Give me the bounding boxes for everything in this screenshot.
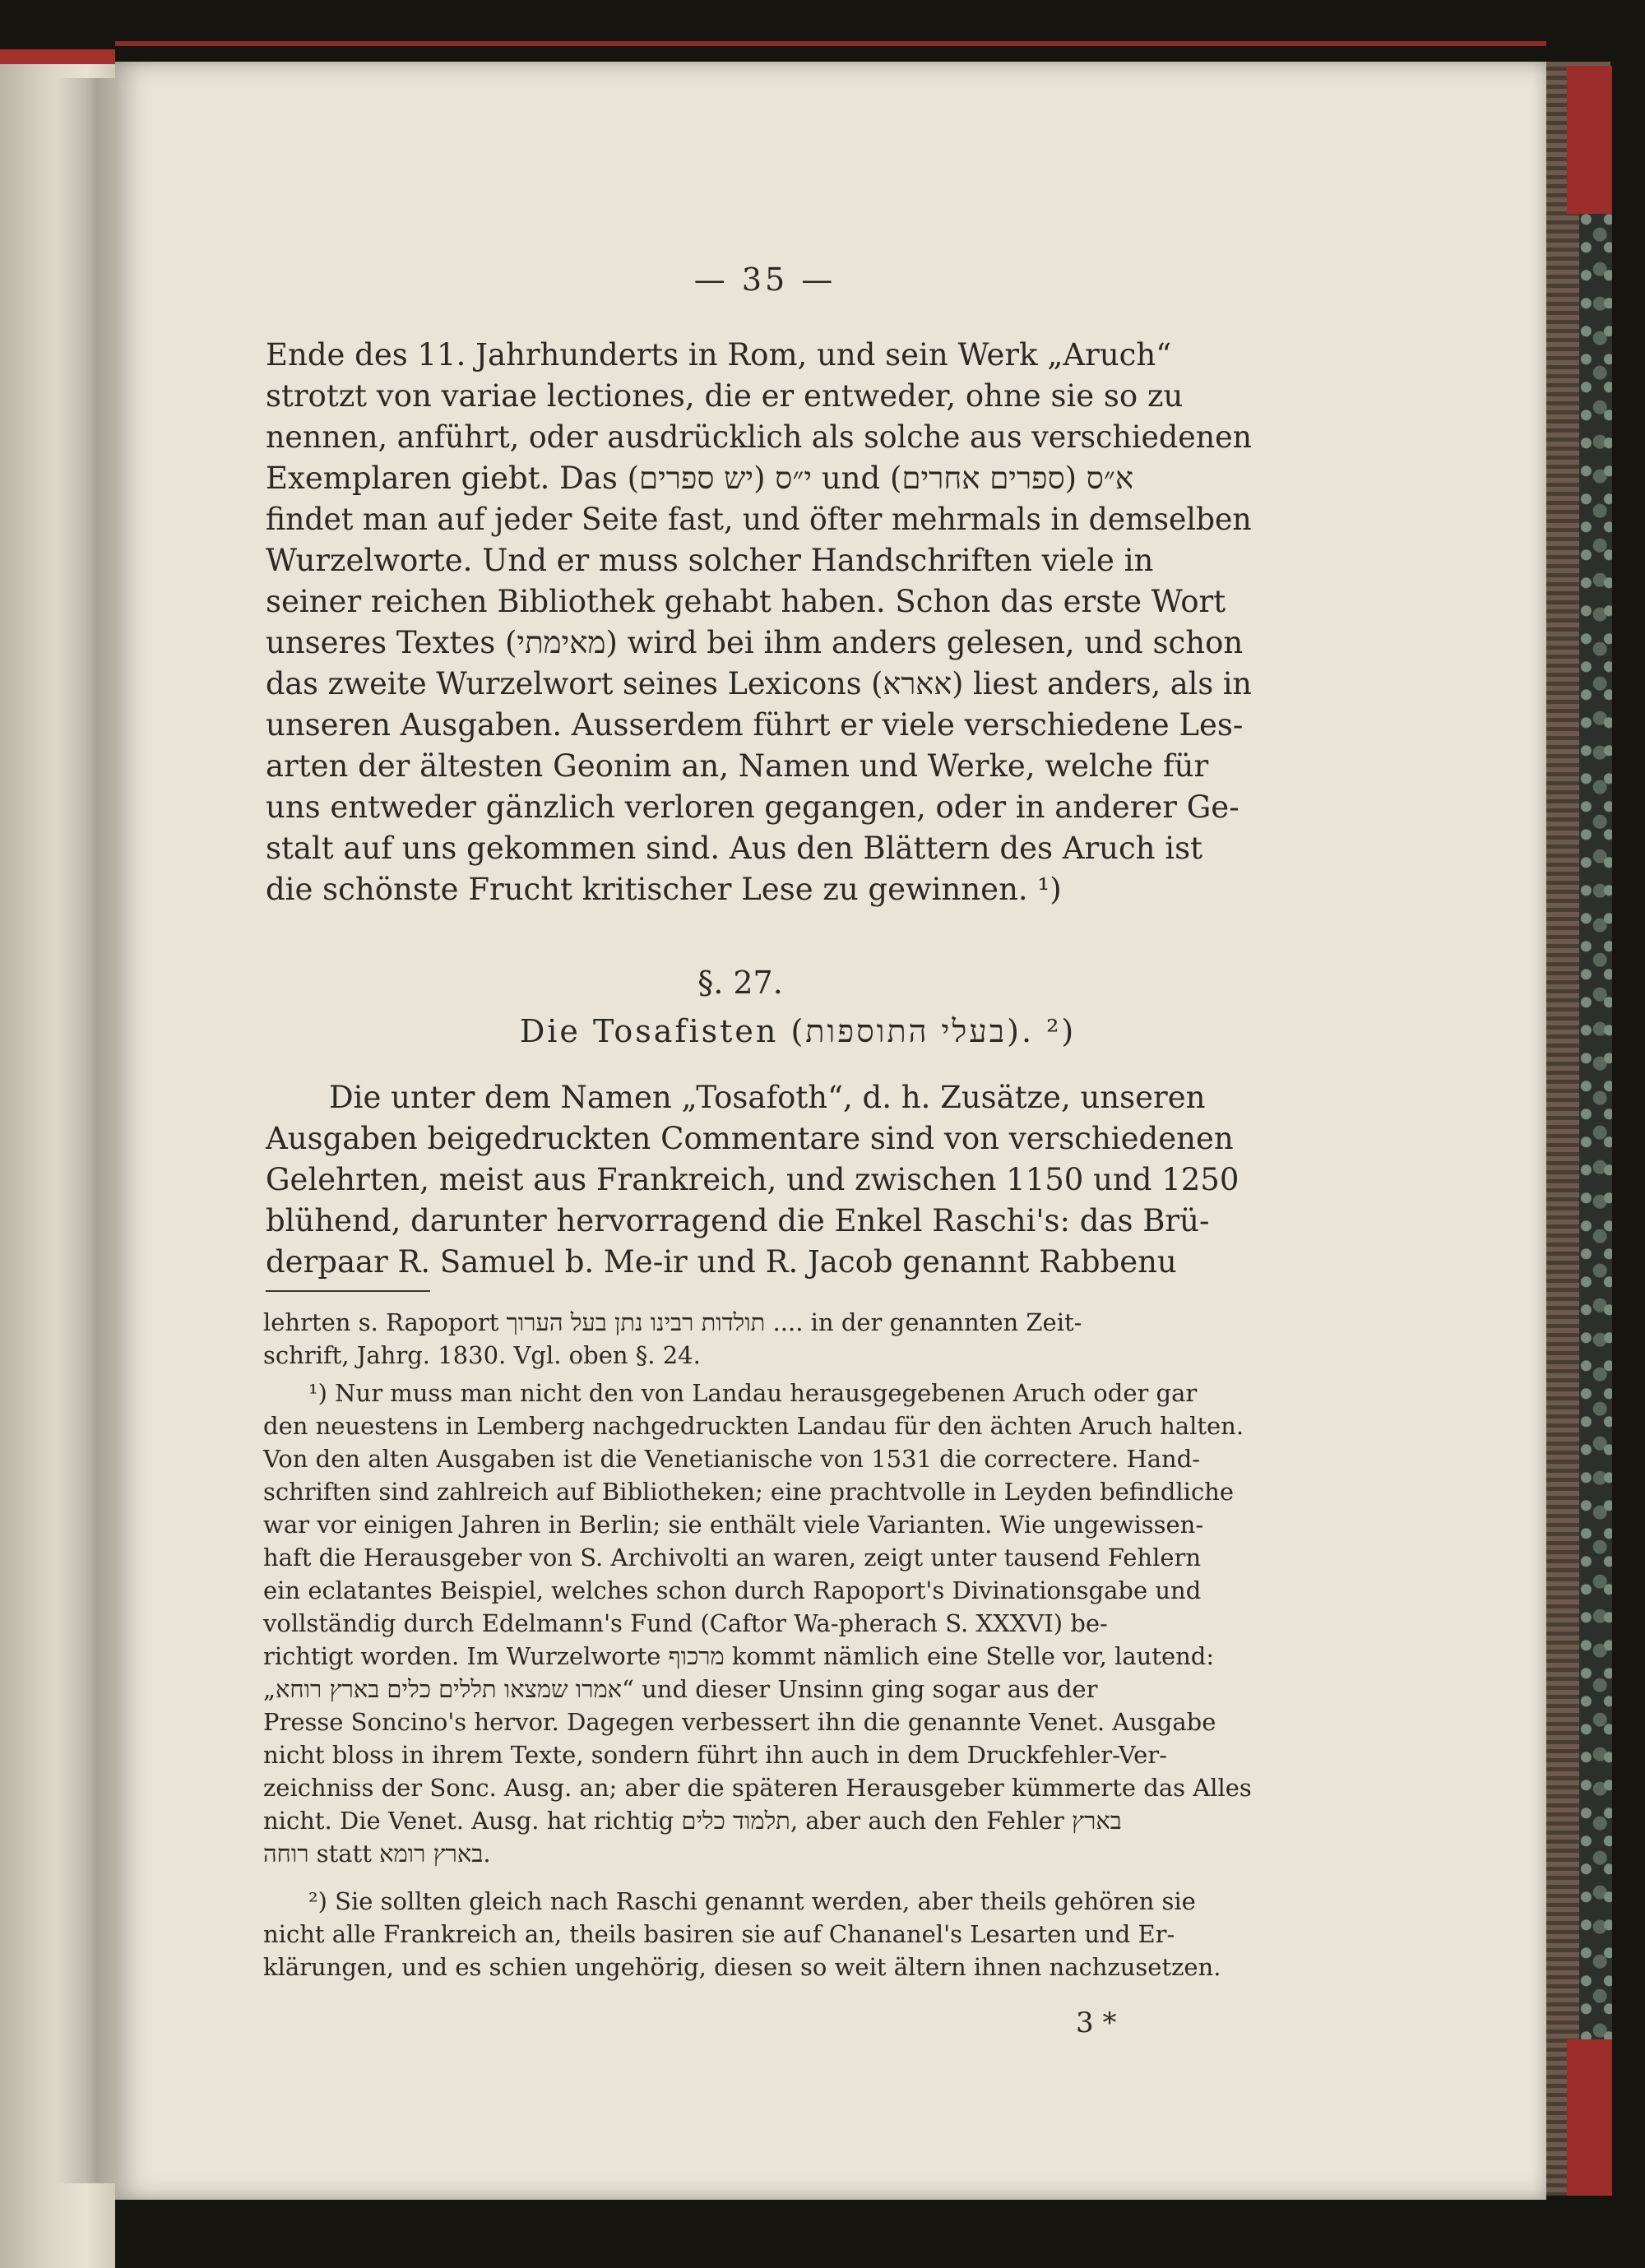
footnote-line: klärungen, und es schien ungehörig, diesen so weit ältern ihnen nachzusetzen. <box>263 1953 1221 1981</box>
cover-edge-red <box>115 41 1546 46</box>
page-number: — 35 — <box>693 262 836 298</box>
footnote-line: ein eclatantes Beispiel, welches schon durch Rapoport's Divinationsgabe und <box>263 1576 1202 1604</box>
section-number: §. 27. <box>697 965 783 1001</box>
footnote-line: den neuestens in Lemberg nachgedruckten Landau für den ächten Aruch halten. <box>263 1412 1244 1440</box>
footnote-line: ¹) Nur muss man nicht den von Landau herausgegebenen Aruch oder gar <box>308 1379 1198 1407</box>
cover-corner-bottom <box>1567 2039 1612 2196</box>
body-line: die schönste Frucht kritischer Lese zu gewinnen. ¹) <box>266 872 1062 907</box>
body-line: Wurzelworte. Und er muss solcher Handschriften viele in <box>266 543 1154 578</box>
section-line: Gelehrten, meist aus Frankreich, und zwischen 1150 und 1250 <box>266 1162 1240 1197</box>
section-title: Die Tosafisten (בעלי התוספות). ²) <box>519 1013 1077 1049</box>
footnote-separator <box>266 1290 430 1292</box>
footnote-line: nicht alle Frankreich an, theils basiren sie auf Chananel's Lesarten und Er- <box>263 1920 1175 1948</box>
footnote-line: lehrten s. Rapoport תולדות רבינו נתן בעל הערוך .... in der genannten Zeit- <box>263 1308 1082 1336</box>
footnote-line: Von den alten Ausgaben ist die Venetianische von 1531 die correctere. Hand- <box>263 1445 1201 1473</box>
footnote-line: nicht. Die Venet. Ausg. hat richtig תלמוד כלים, aber auch den Fehler בארץ <box>263 1807 1122 1835</box>
body-line: findet man auf jeder Seite fast, und öfter mehrmals in demselben <box>266 502 1252 537</box>
footnote-line: nicht bloss in ihrem Texte, sondern führt ihn auch in dem Druckfehler-Ver- <box>263 1741 1167 1769</box>
section-line: derpaar R. Samuel b. Me-ir und R. Jacob genannt Rabbenu <box>266 1244 1177 1280</box>
body-line: seiner reichen Bibliothek gehabt haben. Schon das erste Wort <box>266 584 1226 619</box>
footnote-line: haft die Herausgeber von S. Archivolti an waren, zeigt unter tausend Fehlern <box>263 1544 1202 1571</box>
footnote-line: Presse Soncino's hervor. Dagegen verbessert ihn die genannte Venet. Ausgabe <box>263 1708 1216 1736</box>
footnote-line: vollständig durch Edelmann's Fund (Caftor Wa-pherach S. XXXVI) be- <box>263 1609 1108 1637</box>
body-line: unseres Textes (מאימתי) wird bei ihm anders gelesen, und schon <box>266 625 1244 660</box>
body-line: Exemplaren giebt. Das י״ס (יש ספרים) und א״ס (ספרים אחרים) <box>266 461 1134 496</box>
marbled-cover-edge <box>1579 214 1612 2039</box>
footnote-line: richtigt worden. Im Wurzelworte מרכוף kommt nämlich eine Stelle vor, lautend: <box>263 1642 1215 1670</box>
body-line: arten der ältesten Geonim an, Namen und Werke, welche für <box>266 748 1209 784</box>
footnote-line: רוחה statt בארץ רומא. <box>263 1840 491 1868</box>
body-line: Ende des 11. Jahrhunderts in Rom, und sein Werk „Aruch“ <box>266 337 1172 373</box>
footnote-line: ²) Sie sollten gleich nach Raschi genannt werden, aber theils gehören sie <box>308 1887 1196 1915</box>
body-line: nennen, anführt, oder ausdrücklich als solche aus verschiedenen <box>266 419 1252 455</box>
section-line: Ausgaben beigedruckten Commentare sind von verschiedenen <box>266 1121 1234 1156</box>
footnote-line: schrift, Jahrg. 1830. Vgl. oben §. 24. <box>263 1341 701 1369</box>
section-line: blühend, darunter hervorragend die Enkel Raschi's: das Brü- <box>266 1203 1210 1238</box>
footnote-line: „אמרו שמצאו תללים כלים בארץ רוחא“ und dieser Unsinn ging sogar aus der <box>263 1675 1098 1703</box>
section-line: Die unter dem Namen „Tosafoth“, d. h. Zusätze, unseren <box>329 1080 1206 1115</box>
body-line: das zweite Wurzelwort seines Lexicons (אארא) liest anders, als in <box>266 666 1252 701</box>
body-line: stalt auf uns gekommen sind. Aus den Blättern des Aruch ist <box>266 831 1202 866</box>
body-line: uns entweder gänzlich verloren gegangen, oder in anderer Ge- <box>266 789 1240 825</box>
cover-corner-top <box>1567 66 1612 214</box>
gutter-shadow <box>58 78 123 2183</box>
body-line: unseren Ausgaben. Ausserdem führt er viele verschiedene Les- <box>266 707 1244 743</box>
footnote-line: zeichniss der Sonc. Ausg. an; aber die späteren Herausgeber kümmerte das Alles <box>263 1774 1252 1802</box>
body-line: strotzt von variae lectiones, die er entweder, ohne sie so zu <box>266 378 1184 414</box>
footnote-line: war vor einigen Jahren in Berlin; sie enthält viele Varianten. Wie ungewissen- <box>263 1511 1204 1539</box>
signature-mark: 3 * <box>1076 2006 1117 2039</box>
footnote-line: schriften sind zahlreich auf Bibliotheken; eine prachtvolle in Leyden befindliche <box>263 1478 1235 1506</box>
